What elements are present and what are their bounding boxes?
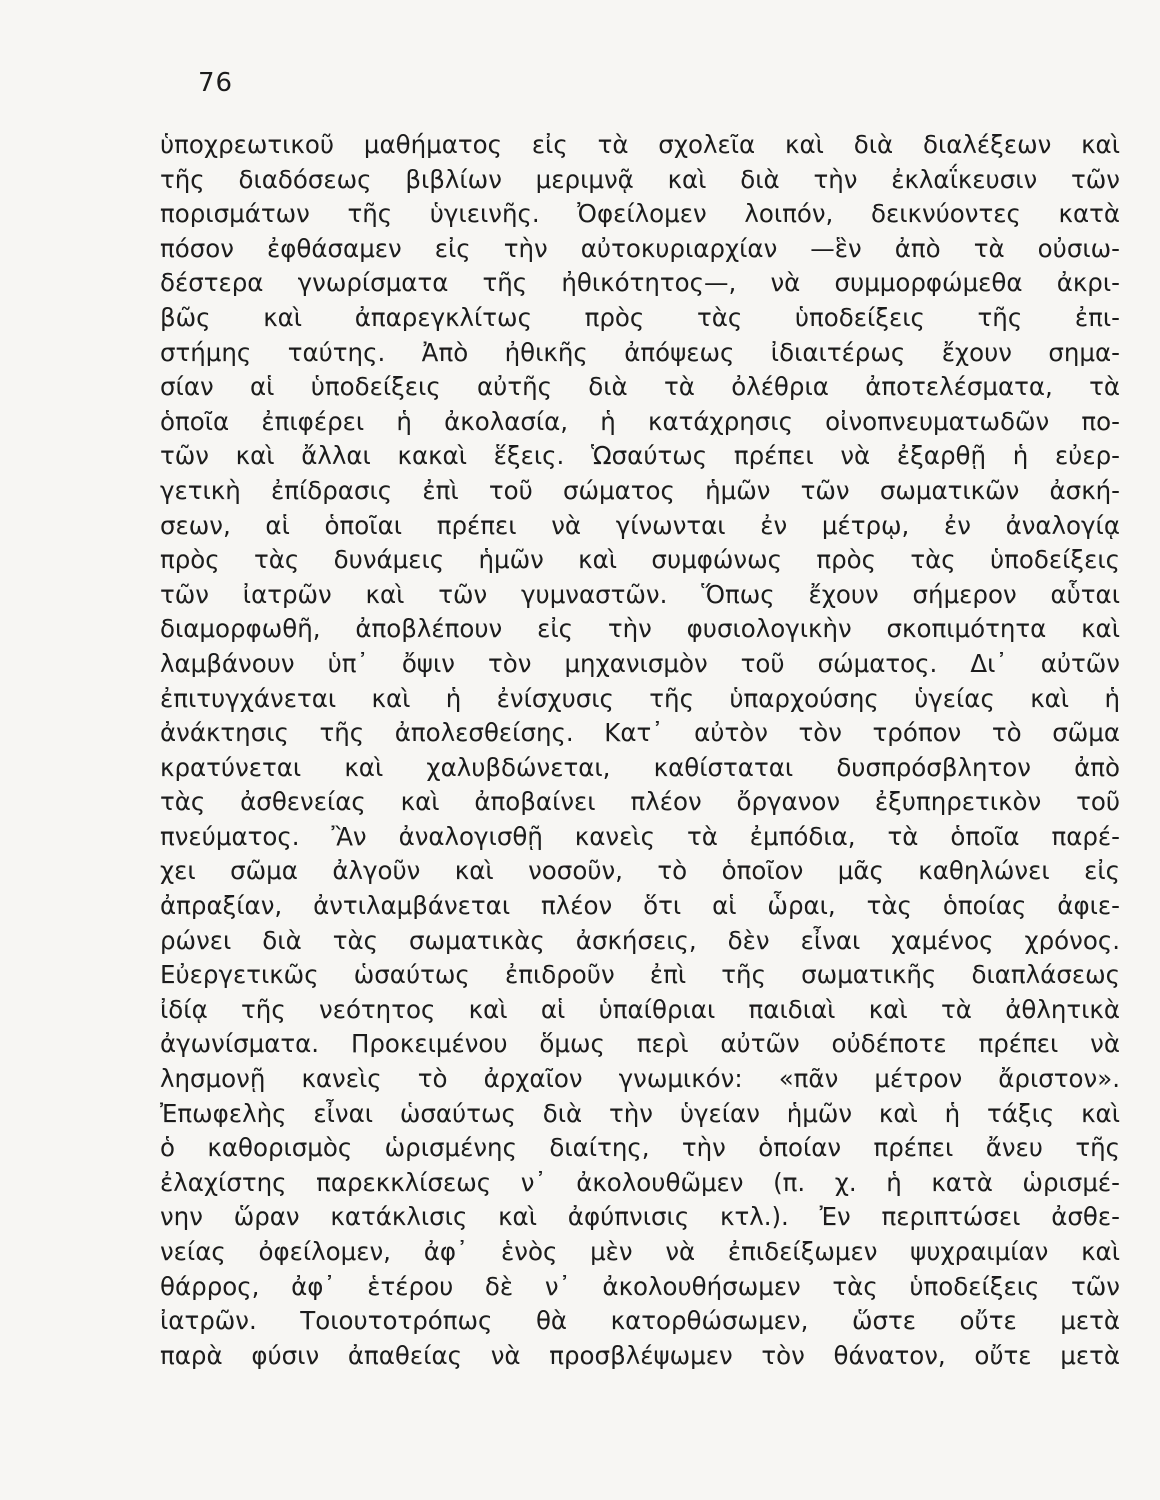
text-line: ὁ καθορισμὸς ὡρισμένης διαίτης, τὴν ὁποίαν πρέπει ἄνευ τῆς (160, 1133, 1120, 1163)
text-line: νην ὥραν κατάκλισις καὶ ἀφύπνισις κτλ.). Ἐν περιπτώσει ἀσθε- (160, 1202, 1120, 1232)
text-line: ὁποῖα ἐπιφέρει ἡ ἀκολασία, ἡ κατάχρησις οἰνοπνευματωδῶν πο- (160, 406, 1120, 436)
text-line: ἰδίᾳ τῆς νεότητος καὶ αἱ ὑπαίθριαι παιδιαὶ καὶ τὰ ἀθλητικὰ (160, 994, 1120, 1024)
text-line: ἐλαχίστης παρεκκλίσεως ν᾿ ἀκολουθῶμεν (π. χ. ἡ κατὰ ὡρισμέ- (160, 1167, 1120, 1197)
text-line: πόσον ἐφθάσαμεν εἰς τὴν αὐτοκυριαρχίαν —ἓν ἀπὸ τὰ οὐσιω- (160, 233, 1120, 263)
text-line: τῶν ἰατρῶν καὶ τῶν γυμναστῶν. Ὅπως ἔχουν σήμερον αὗται (160, 579, 1120, 609)
text-line: Εὐεργετικῶς ὡσαύτως ἐπιδροῦν ἐπὶ τῆς σωματικῆς διαπλάσεως (160, 960, 1120, 990)
text-line: τῆς διαδόσεως βιβλίων μεριμνᾷ καὶ διὰ τὴν ἐκλαΐκευσιν τῶν (160, 164, 1120, 194)
text-line: ἰατρῶν. Τοιουτοτρόπως θὰ κατορθώσωμεν, ὥστε οὔτε μετὰ (160, 1306, 1120, 1336)
text-line: ὑποχρεωτικοῦ μαθήματος εἰς τὰ σχολεῖα καὶ διὰ διαλέξεων καὶ (160, 130, 1120, 159)
page-number: 76 (198, 68, 234, 98)
text-line: νείας ὀφείλομεν, ἀφ᾿ ἑνὸς μὲν νὰ ἐπιδείξωμεν ψυχραιμίαν καὶ (160, 1237, 1120, 1266)
text-line: πορισμάτων τῆς ὑγιεινῆς. Ὀφείλομεν λοιπόν, δεικνύοντες κατὰ (160, 199, 1120, 229)
text-line: ρώνει διὰ τὰς σωματικὰς ἀσκήσεις, δὲν εἶναι χαμένος χρόνος. (160, 925, 1120, 955)
text-line: στήμης ταύτης. Ἀπὸ ἠθικῆς ἀπόψεως ἰδιαιτέρως ἔχουν σημα- (160, 337, 1120, 367)
text-line: λαμβάνουν ὑπ᾿ ὄψιν τὸν μηχανισμὸν τοῦ σώματος. Δι᾿ αὐτῶν (160, 648, 1120, 678)
text-line: διαμορφωθῆ, ἀποβλέπουν εἰς τὴν φυσιολογικὴν σκοπιμότητα καὶ (160, 614, 1120, 644)
text-line: τῶν καὶ ἄλλαι κακαὶ ἕξεις. Ὡσαύτως πρέπει νὰ ἐξαρθῇ ἡ εὐερ- (160, 441, 1120, 471)
text-line: ἀγωνίσματα. Προκειμένου ὅμως περὶ αὐτῶν οὐδέποτε πρέπει νὰ (160, 1029, 1120, 1059)
text-line: λησμονῇ κανεὶς τὸ ἀρχαῖον γνωμικόν: «πᾶν μέτρον ἄριστον». (160, 1064, 1120, 1094)
body-text (160, 128, 1120, 1373)
text-line: Ἐπωφελὴς εἶναι ὡσαύτως διὰ τὴν ὑγείαν ἡμῶν καὶ ἡ τάξις καὶ (160, 1098, 1120, 1128)
text-line: κρατύνεται καὶ χαλυβδώνεται, καθίσταται δυσπρόσβλητον ἀπὸ (160, 752, 1120, 782)
text-line: τὰς ἀσθενείας καὶ ἀποβαίνει πλέον ὄργανον ἐξυπηρετικὸν τοῦ (160, 787, 1120, 817)
text-line: ἀπραξίαν, ἀντιλαμβάνεται πλέον ὅτι αἱ ὧραι, τὰς ὁποίας ἀφιε- (160, 891, 1120, 921)
text-line: παρὰ φύσιν ἀπαθείας νὰ προσβλέψωμεν τὸν θάνατον, οὔτε μετὰ (160, 1340, 1120, 1370)
text-line: θάρρος, ἀφ᾿ ἑτέρου δὲ ν᾿ ἀκολουθήσωμεν τὰς ὑποδείξεις τῶν (160, 1271, 1120, 1301)
text-line: πρὸς τὰς δυνάμεις ἡμῶν καὶ συμφώνως πρὸς τὰς ὑποδείξεις (160, 545, 1120, 575)
text-line: πνεύματος. Ἂν ἀναλογισθῇ κανεὶς τὰ ἐμπόδια, τὰ ὁποῖα παρέ- (160, 821, 1120, 851)
text-line: γετικὴ ἐπίδρασις ἐπὶ τοῦ σώματος ἡμῶν τῶν σωματικῶν ἀσκή- (160, 475, 1120, 505)
text-line: σίαν αἱ ὑποδείξεις αὐτῆς διὰ τὰ ὀλέθρια ἀποτελέσματα, τὰ (160, 372, 1120, 402)
text-line: δέστερα γνωρίσματα τῆς ἠθικότητος—, νὰ συμμορφώμεθα ἀκρι- (160, 268, 1120, 298)
text-line: βῶς καὶ ἀπαρεγκλίτως πρὸς τὰς ὑποδείξεις τῆς ἐπι- (160, 302, 1120, 332)
text-line: χει σῶμα ἀλγοῦν καὶ νοσοῦν, τὸ ὁποῖον μᾶς καθηλώνει εἰς (160, 856, 1120, 886)
text-line: σεων, αἱ ὁποῖαι πρέπει νὰ γίνωνται ἐν μέτρῳ, ἐν ἀναλογίᾳ (160, 510, 1120, 540)
text-line: ἀνάκτησις τῆς ἀπολεσθείσης. Κατ᾿ αὐτὸν τὸν τρόπον τὸ σῶμα (160, 718, 1120, 748)
text-line: ἐπιτυγχάνεται καὶ ἡ ἐνίσχυσις τῆς ὑπαρχούσης ὑγείας καὶ ἡ (160, 683, 1120, 713)
